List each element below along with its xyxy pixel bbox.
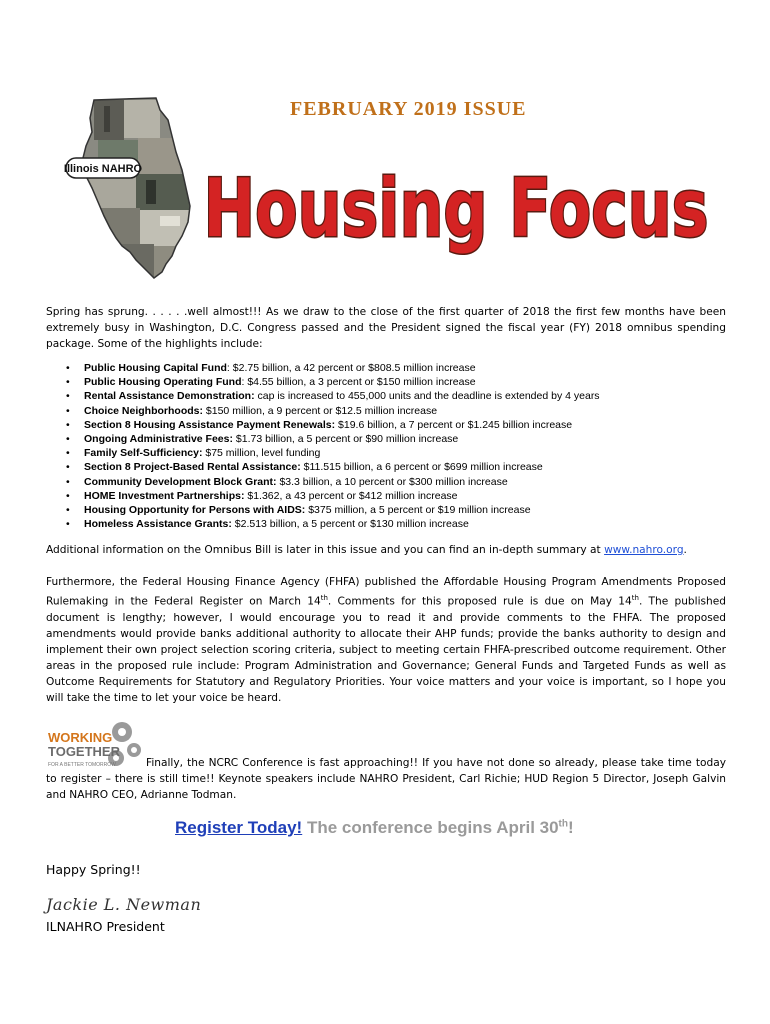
highlights-list bbox=[64, 361, 704, 531]
ncrc-paragraph: Finally, the NCRC Conference is fast approaching!! If you have not done so already, please take time today to register – there is still time!! Keynote speakers include NAHRO President, Carl Richie; HUD Region 5 Director, Joseph Galvin and NAHRO CEO, Adrianne Todman. bbox=[46, 757, 726, 801]
masthead-title bbox=[196, 150, 716, 262]
additional-info-paragraph: Additional information on the Omnibus Bill is later in this issue and you can find an in-depth summary at www.nahro.org. bbox=[46, 544, 687, 556]
nahro-link[interactable]: www.nahro.org bbox=[604, 544, 684, 556]
list-item: • Public Housing Capital Fund: $2.75 billion, a 42 percent or $808.5 million increase bbox=[66, 362, 476, 374]
bullet-icon: • bbox=[66, 390, 70, 403]
bullet-icon: • bbox=[66, 475, 70, 488]
list-item: • Homeless Assistance Grants: $2.513 billion, a 5 percent or $130 million increase bbox=[66, 518, 469, 531]
bullet-icon: • bbox=[66, 376, 70, 389]
bullet-icon: • bbox=[66, 489, 70, 502]
bullet-icon: • bbox=[66, 518, 70, 531]
illinois-nahro-logo bbox=[64, 96, 196, 281]
fhfa-paragraph: Furthermore, the Federal Housing Finance Agency (FHFA) published the Affordable Housing Program Amendments Proposed Rulemaking in the Federal Register on March 14th. Comments for this proposed rule is due on May 14th. The published document is lengthy; however, I would encourage you to read it and provide comments to the FHFA. The proposed amendments would provide banks additional authority to allocate their AHP funds; provide the banks authority to design and implement their own project selection scoring criteria, subject to meeting certain FHFA-prescribed outcome requirement. Other areas in the proposed rule include: Program Administration and Governance; General Funds and Targeted Funds as well as Outcome Requirements for Statutory and Regulatory Priorities. Your voice matters and your voice is important, so I hope you will take the time to let your voice be heard. bbox=[46, 576, 726, 704]
bullet-icon: • bbox=[66, 404, 70, 417]
list-item: • Choice Neighborhoods: $150 million, a 9 percent or $12.5 million increase bbox=[66, 404, 438, 417]
bullet-icon: • bbox=[66, 362, 70, 374]
bullet-icon: • bbox=[66, 504, 70, 517]
logo-line-1: WORKING bbox=[48, 730, 113, 745]
intro-paragraph: Spring has sprung. . . . . .well almost!!! As we draw to the close of the first quarter of 2018 the first few months have been extremely busy in Washington, D.C. Congress passed and the President signed the fiscal year (FY) 2018 omnibus spending package. Some of the highlights include: bbox=[46, 306, 726, 350]
logo-line-2: TOGETHER bbox=[48, 744, 120, 759]
bullet-icon: • bbox=[66, 433, 70, 446]
list-item: • Section 8 Housing Assistance Payment Renewals: $19.6 billion, a 7 percent or $1.245 billion increase bbox=[66, 418, 573, 431]
register-line: Register Today! The conference begins April 30th! bbox=[175, 818, 574, 837]
list-item: • Rental Assistance Demonstration: cap is increased to 455,000 units and the deadline is extended by 4 years bbox=[66, 390, 600, 403]
list-item: • Ongoing Administrative Fees: $1.73 billion, a 5 percent or $90 million increase bbox=[66, 433, 459, 446]
logo-label: Illinois NAHRO bbox=[64, 163, 143, 175]
issue-heading: FEBRUARY 2019 ISSUE bbox=[290, 98, 527, 120]
signer-title: ILNAHRO President bbox=[46, 919, 165, 934]
list-item: • Housing Opportunity for Persons with AIDS: $375 million, a 5 percent or $19 million increase bbox=[66, 504, 531, 517]
bullet-icon: • bbox=[66, 447, 70, 460]
list-item: • Family Self-Sufficiency: $75 million, level funding bbox=[66, 447, 321, 460]
greeting: Happy Spring!! bbox=[46, 862, 141, 877]
list-item: • Public Housing Operating Fund: $4.55 billion, a 3 percent or $150 million increase bbox=[66, 376, 476, 389]
logo-tagline: FOR A BETTER TOMORROW bbox=[48, 762, 116, 768]
bullet-icon: • bbox=[66, 418, 70, 431]
list-item: • Community Development Block Grant: $3.3 billion, a 10 percent or $300 million increase bbox=[66, 475, 508, 488]
list-item: • HOME Investment Partnerships: $1.362, a 43 percent or $412 million increase bbox=[66, 489, 458, 502]
signature: Jackie L. Newman bbox=[46, 895, 202, 914]
bullet-icon: • bbox=[66, 461, 70, 474]
list-item: • Section 8 Project-Based Rental Assistance: $11.515 billion, a 6 percent or $699 million increase bbox=[66, 461, 543, 474]
masthead-text: Housing Focus bbox=[203, 162, 709, 255]
register-today-link[interactable]: Register Today! bbox=[175, 818, 303, 837]
